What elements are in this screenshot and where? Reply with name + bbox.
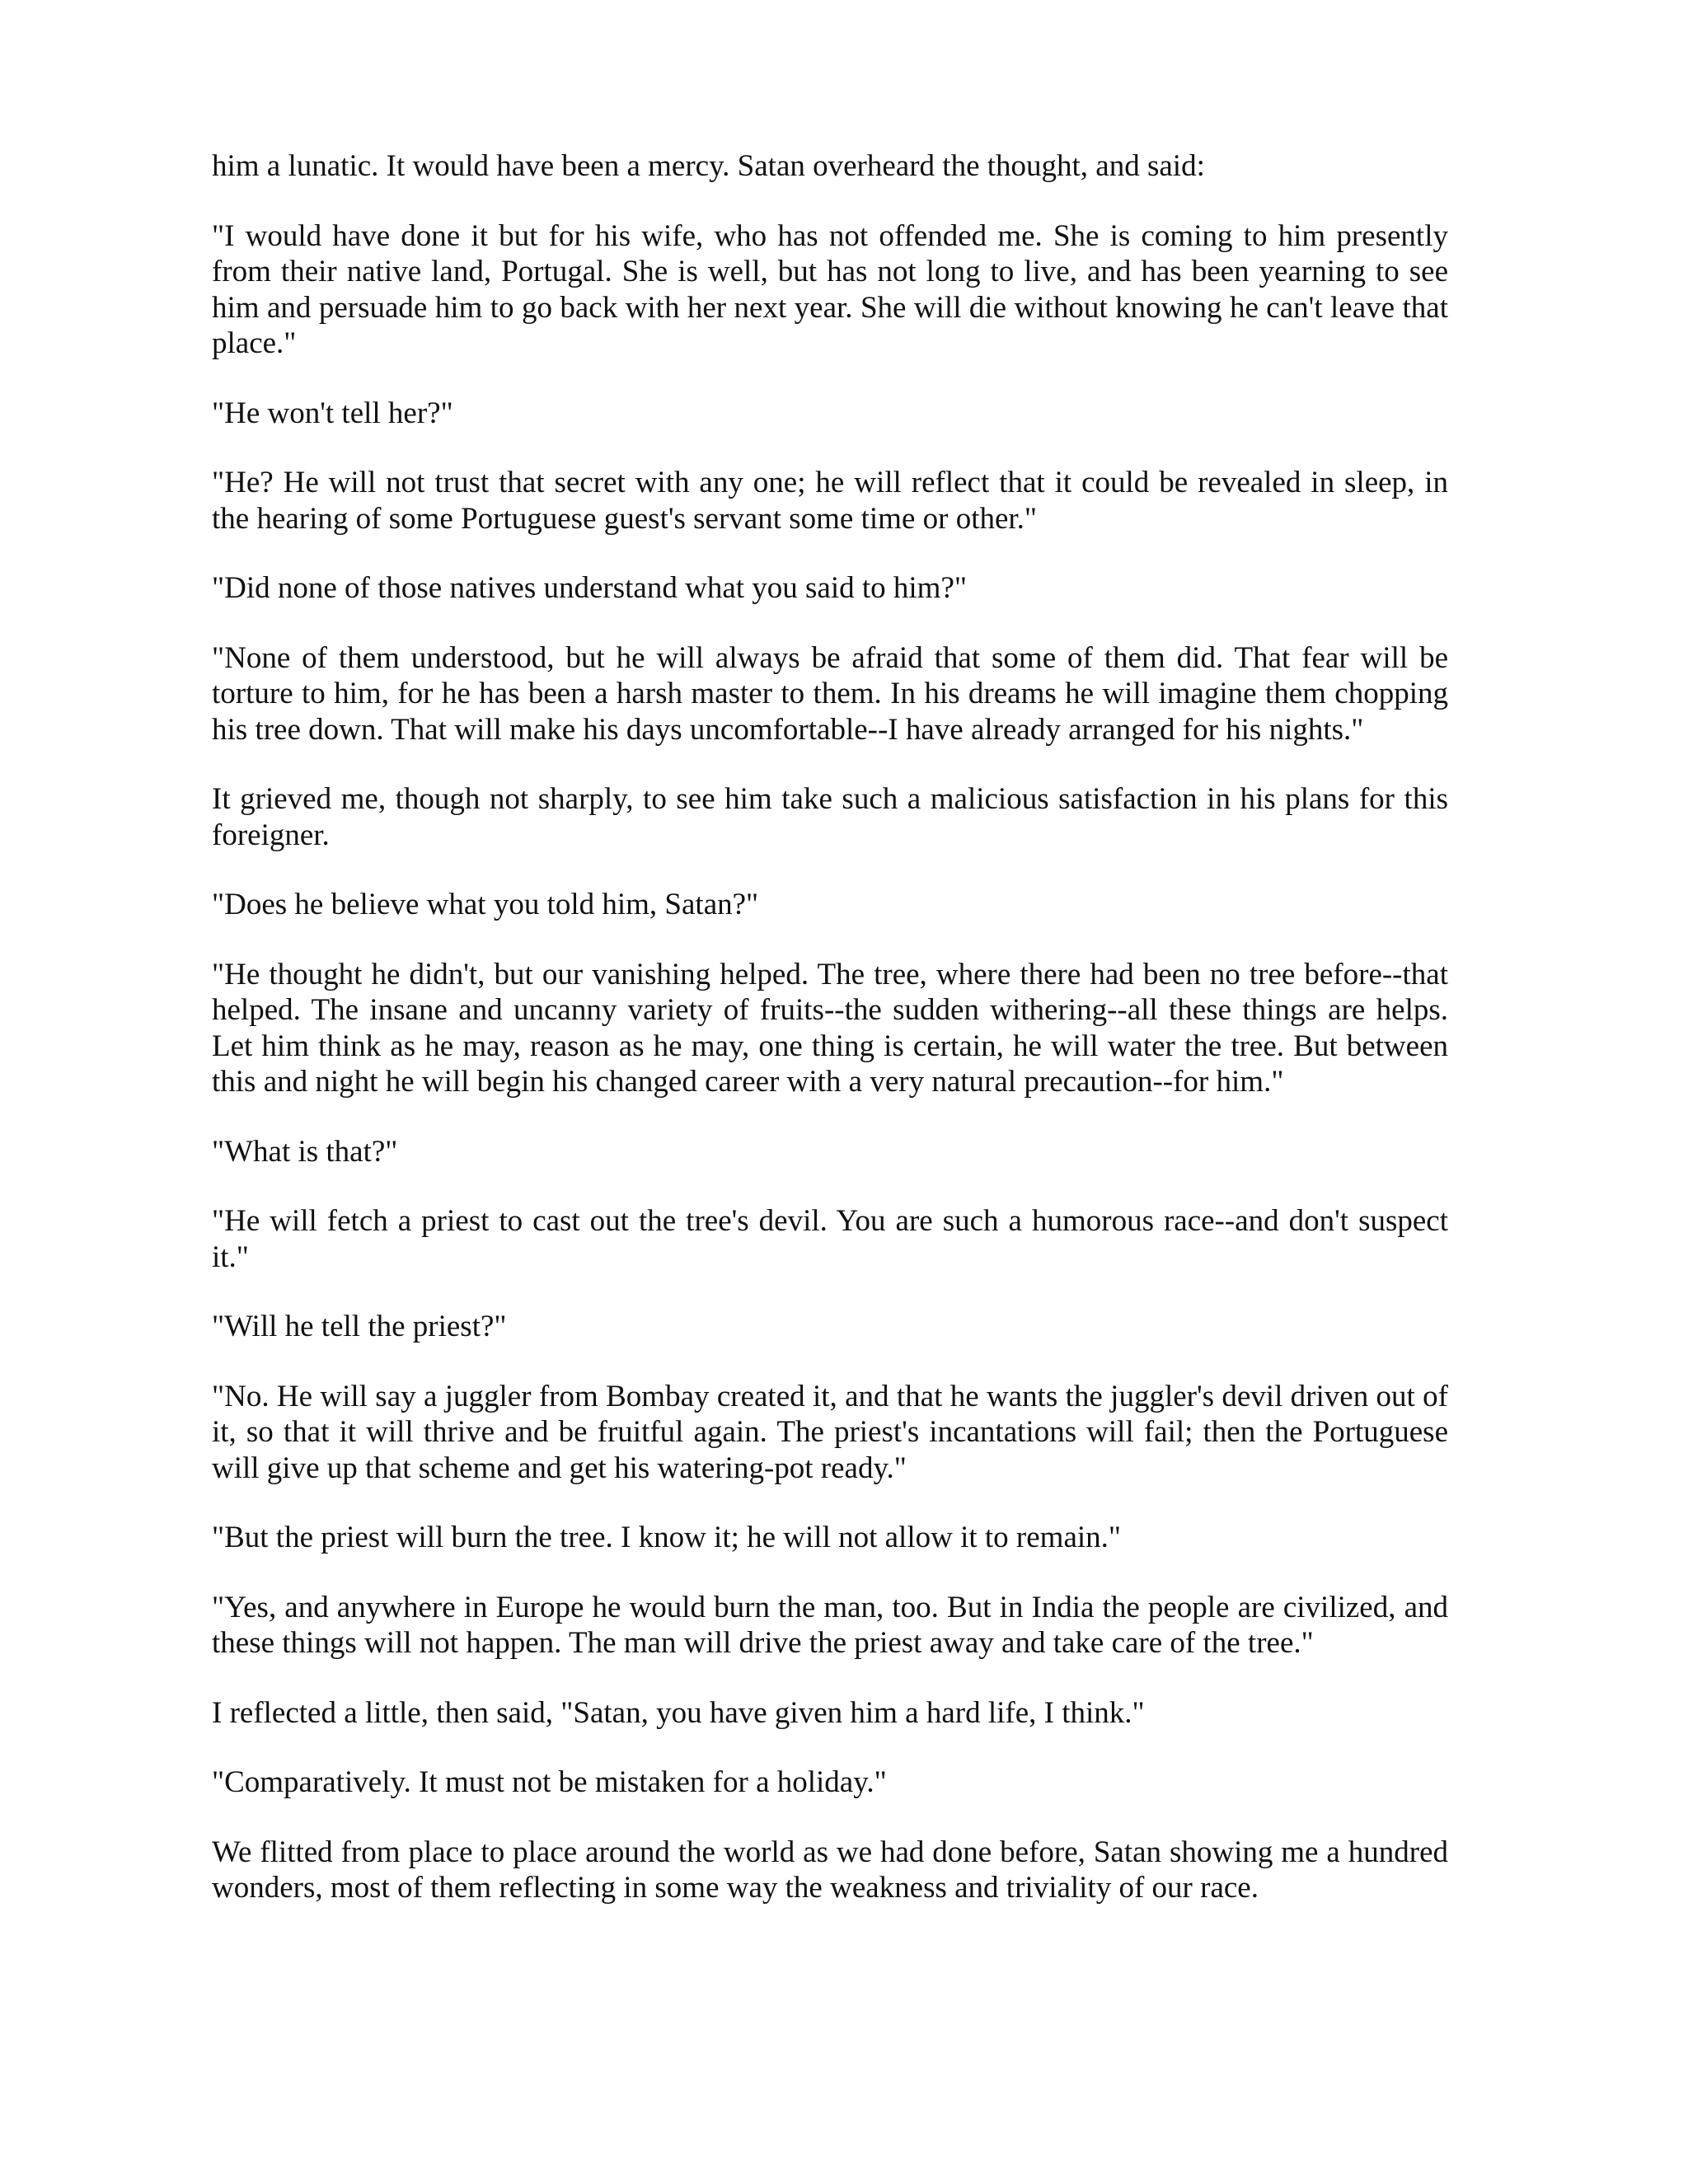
paragraph-3: "He won't tell her?" <box>212 396 453 430</box>
paragraph-6: "None of them understood, but he will always be afraid that some of them did. That fear will be torture to him, for he has been a harsh master to them. In his dreams he will imagine them chopping his tree down. That will make his days uncomfortable--I have already arranged for his nights." <box>212 640 1448 747</box>
paragraph-10: "What is that?" <box>212 1134 398 1169</box>
paragraph-1: him a lunatic. It would have been a mercy. Satan overheard the thought, and said: <box>212 149 1205 183</box>
paragraph-9: "He thought he didn't, but our vanishing helped. The tree, where there had been no tree before--that helped. The insane and uncanny variety of fruits--the sudden withering--all these things are helps. Let him think as he may, reason as he may, one thing is certain, he will water the tree. But between this and night he will begin his changed career with a very natural precaution--for him." <box>212 957 1448 1099</box>
paragraph-7: It grieved me, though not sharply, to see him take such a malicious satisfaction in his plans for this foreigner. <box>212 782 1448 852</box>
paragraph-13: "No. He will say a juggler from Bombay created it, and that he wants the juggler's devil driven out of it, so that it will thrive and be fruitful again. The priest's incantations will fail; then the Portuguese will give up that scheme and get his watering-pot ready." <box>212 1379 1448 1485</box>
paragraph-5: "Did none of those natives understand what you said to him?" <box>212 571 967 605</box>
paragraph-4: "He? He will not trust that secret with any one; he will reflect that it could be revealed in sleep, in the hearing of some Portuguese guest's servant some time or other." <box>212 466 1448 536</box>
paragraph-16: I reflected a little, then said, "Satan, you have given him a hard life, I think." <box>212 1695 1145 1730</box>
paragraph-15: "Yes, and anywhere in Europe he would burn the man, too. But in India the people are civilized, and these things will not happen. The man will drive the priest away and take care of the tree." <box>212 1590 1448 1660</box>
document-page <box>212 148 1448 1906</box>
paragraph-8: "Does he believe what you told him, Satan?" <box>212 888 759 921</box>
paragraph-11: "He will fetch a priest to cast out the tree's devil. You are such a humorous race--and don't suspect it." <box>212 1204 1448 1274</box>
paragraph-12: "Will he tell the priest?" <box>212 1310 507 1343</box>
paragraph-18: We flitted from place to place around the world as we had done before, Satan showing me a hundred wonders, most of them reflecting in some way the weakness and triviality of our race. <box>212 1835 1448 1905</box>
paragraph-17: "Comparatively. It must not be mistaken for a holiday." <box>212 1765 887 1799</box>
paragraph-14: "But the priest will burn the tree. I know it; he will not allow it to remain." <box>212 1521 1122 1554</box>
paragraph-2: "I would have done it but for his wife, who has not offended me. She is coming to him presently from their native land, Portugal. She is well, but has not long to live, and has been yearning to see him and persuade him to go back with her next year. She will die without knowing he can't leave that place." <box>212 218 1448 360</box>
